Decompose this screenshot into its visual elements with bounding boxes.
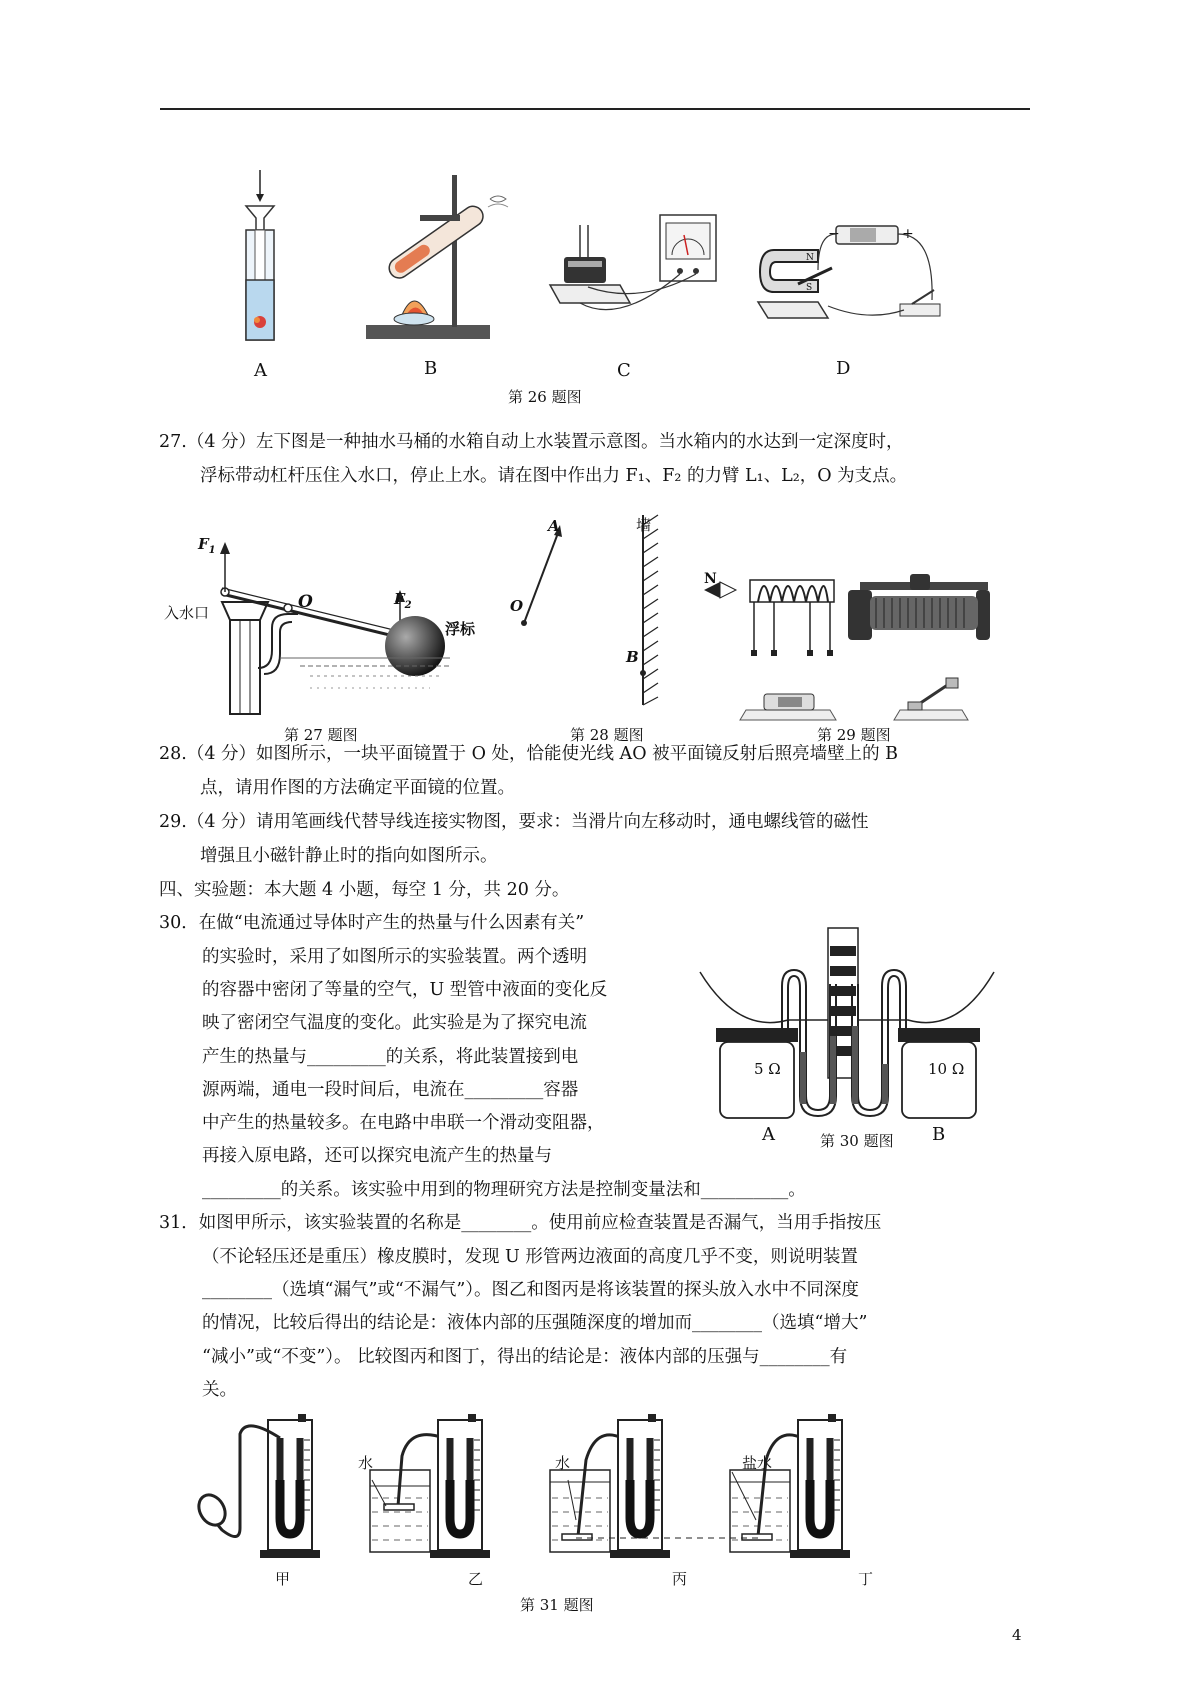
- fig26-apparatus-c: [550, 215, 720, 335]
- fig31-saltwater-label: 盐水: [742, 1454, 773, 1472]
- fig27-f1-label: $F_1$: [198, 535, 216, 556]
- fig31-water-label-1: 水: [358, 1454, 374, 1472]
- fig27-o-label: O: [298, 592, 313, 612]
- svg-text:−: −: [828, 226, 840, 242]
- fig26-apparatus-a: [240, 170, 320, 350]
- fig31-label-bing: 丙: [672, 1570, 688, 1588]
- q28-line2: 点，请用作图的方法确定平面镜的位置。: [200, 778, 515, 798]
- q27-line1: 27.（4 分）左下图是一种抽水马桶的水箱自动上水装置示意图。当水箱内的水达到一定深度时，: [159, 432, 904, 452]
- fig31-label-jia: 甲: [275, 1570, 291, 1588]
- fig31-water-label-2: 水: [555, 1454, 571, 1472]
- q30-line: 的实验时，采用了如图所示的实验装置。两个透明: [202, 947, 587, 967]
- q29-line2: 增强且小磁针静止时的指向如图所示。: [200, 846, 498, 866]
- fig26-apparatus-b: [362, 175, 522, 345]
- q30-line: 源两端，通电一段时间后，电流在_________容器: [202, 1080, 579, 1100]
- svg-text:N: N: [806, 253, 814, 263]
- fig31-label-ding: 丁: [858, 1570, 874, 1588]
- fig27-f2-label: $F_2$: [394, 590, 412, 611]
- fig29-caption: 第 29 题图: [817, 726, 891, 744]
- q31-line: （不论轻压还是重压）橡皮膜时，发现 U 形管两边液面的高度几乎不变，则说明装置: [202, 1247, 858, 1267]
- fig30-caption: 第 30 题图: [820, 1132, 894, 1150]
- fig28-b-label: B: [626, 648, 639, 666]
- fig26-label-c: C: [617, 360, 631, 381]
- header-rule: [160, 108, 1030, 110]
- fig30-joule-apparatus: [698, 924, 998, 1134]
- fig29-solenoid-diagram: [700, 570, 990, 730]
- fig28-mirror-diagram: [510, 515, 670, 715]
- fig31-label-yi: 乙: [468, 1570, 484, 1588]
- fig30-resistor-5: 5 Ω: [754, 1060, 781, 1078]
- q31-line: ________（选填“漏气”或“不漏气”）。图乙和图丙是将该装置的探头放入水中不同深度: [202, 1280, 860, 1300]
- page-number: 4: [1012, 1626, 1022, 1644]
- q27-line2: 浮标带动杠杆压住入水口，停止上水。请在图中作出力 F₁、F₂ 的力臂 L₁、L₂，O 为支点。: [200, 466, 908, 486]
- fig26-label-a: A: [254, 360, 267, 381]
- fig31-pressure-gauges: [200, 1410, 940, 1560]
- q30-line: 映了密闭空气温度的变化。此实验是为了探究电流: [202, 1013, 587, 1033]
- q30-line: _________的关系。该实验中用到的物理研究方法是控制变量法和__________。: [202, 1180, 806, 1200]
- fig27-caption: 第 27 题图: [284, 726, 358, 744]
- fig30-label-b: B: [932, 1124, 946, 1145]
- q29-line1: 29.（4 分）请用笔画线代替导线连接实物图，要求：当滑片向左移动时，通电螺线管的磁性: [159, 812, 869, 832]
- fig30-resistor-10: 10 Ω: [928, 1060, 965, 1078]
- q30-line: 再接入原电路，还可以探究电流产生的热量与: [202, 1146, 552, 1166]
- fig26-label-b: B: [424, 358, 438, 379]
- fig28-wall-label: 墙: [636, 516, 652, 534]
- q31-line: “减小”或“不变”）。 比较图丙和图丁，得出的结论是：液体内部的压强与________有: [202, 1347, 848, 1367]
- fig30-label-a: A: [762, 1124, 775, 1145]
- section4-heading: 四、实验题：本大题 4 小题，每空 1 分，共 20 分。: [159, 880, 570, 900]
- q30-line: 的容器中密闭了等量的空气，U 型管中液面的变化反: [202, 980, 608, 1000]
- svg-text:S: S: [806, 283, 813, 293]
- svg-text:+: +: [902, 226, 914, 242]
- fig28-o-label: O: [510, 597, 524, 615]
- q30-line: 产生的热量与_________的关系，将此装置接到电: [202, 1047, 579, 1067]
- q31-line: 的情况，比较后得出的结论是：液体内部的压强随深度的增加而________（选填“增大”: [202, 1313, 868, 1333]
- q30-line: 30．在做“电流通过导体时产生的热量与什么因素有关”: [159, 913, 585, 933]
- fig26-label-d: D: [836, 358, 851, 379]
- fig28-caption: 第 28 题图: [570, 726, 644, 744]
- q30-line: 中产生的热量较多。在电路中串联一个滑动变阻器，: [202, 1113, 605, 1133]
- fig26-apparatus-d: [758, 220, 948, 330]
- fig27-lever-diagram: [160, 540, 490, 720]
- fig28-a-label: A: [548, 517, 560, 535]
- fig27-float-label: 浮标: [445, 620, 476, 638]
- q28-line1: 28.（4 分）如图所示，一块平面镜置于 O 处，恰能使光线 AO 被平面镜反射后照亮墙壁上的 B: [159, 744, 899, 764]
- fig31-caption: 第 31 题图: [520, 1596, 594, 1614]
- fig29-n-label: N: [704, 571, 717, 587]
- fig26-caption: 第 26 题图: [508, 388, 582, 406]
- fig27-inlet-label: 入水口: [164, 604, 210, 622]
- q31-line: 关。: [202, 1380, 237, 1400]
- q31-line: 31．如图甲所示，该实验装置的名称是________。使用前应检查装置是否漏气，当用手指按压: [159, 1213, 882, 1233]
